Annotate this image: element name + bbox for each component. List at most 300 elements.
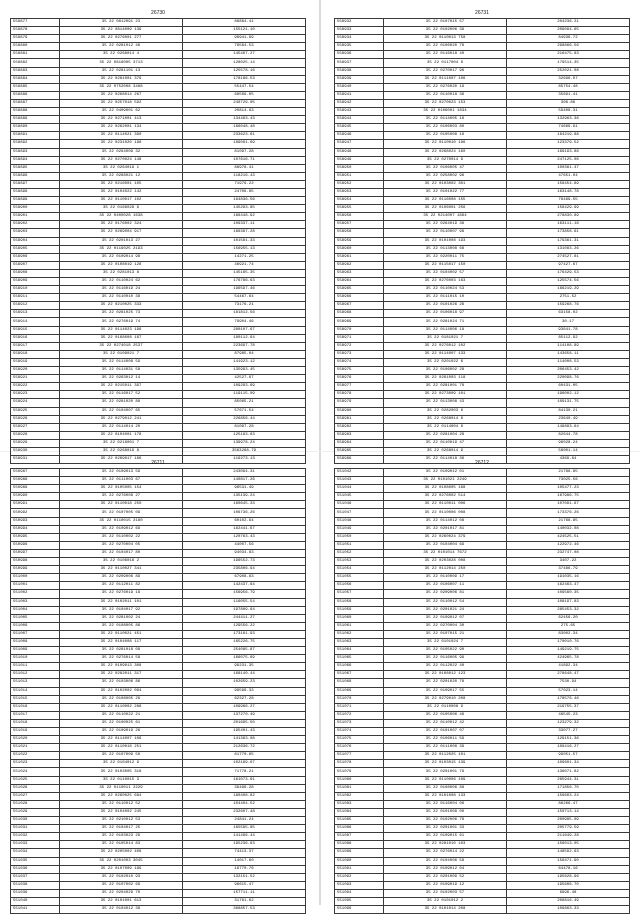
table-row — [335, 630, 630, 638]
parcel-code-cell: 35 22 0281001 379 — [60, 75, 183, 83]
amount-cell: 140817.26 — [183, 477, 306, 485]
parcel-code-cell: 35 22 0114018 36 — [384, 456, 507, 464]
amount-cell: 33077.27 — [507, 728, 630, 736]
page-bottom-left — [10, 458, 306, 914]
record-number-cell: 558975 — [335, 367, 384, 375]
records-table — [334, 18, 630, 464]
parcel-code-cell: 35 22 0101014 208 — [384, 906, 507, 914]
record-number-cell: 558902 — [11, 221, 60, 229]
table-row — [11, 245, 306, 253]
table-row — [11, 768, 306, 776]
table-row — [335, 294, 630, 302]
parcel-code-cell: 35 22 0101026 26 — [384, 302, 507, 310]
parcel-code-cell: 35 22 0281020 88 — [60, 399, 183, 407]
parcel-code-cell: 35 22 0210025 333 — [60, 302, 183, 310]
amount-cell: 179514.35 — [507, 59, 630, 67]
record-number-cell: 558920 — [11, 367, 60, 375]
record-number-cell: 558918 — [11, 350, 60, 358]
parcel-code-cell: 35 22 0102006 78 — [384, 817, 507, 825]
amount-cell: 156013.05 — [507, 841, 630, 849]
table-row — [335, 399, 630, 407]
table-row — [11, 124, 306, 132]
table-row — [335, 728, 630, 736]
amount-cell: 94034.83 — [183, 549, 306, 557]
amount-cell: 223697.78 — [183, 342, 306, 350]
record-number-cell: 550992 — [11, 509, 60, 517]
table-row — [11, 205, 306, 213]
table-row — [11, 857, 306, 865]
table-row — [335, 606, 630, 614]
amount-cell: 196597.46 — [183, 286, 306, 294]
record-number-cell: 551037 — [11, 873, 60, 881]
record-number-cell: 551009 — [11, 647, 60, 655]
record-number-cell: 551000 — [11, 574, 60, 582]
record-number-cell: 558908 — [11, 269, 60, 277]
record-number-cell: 558971 — [335, 334, 384, 342]
record-number-cell: 551019 — [11, 728, 60, 736]
record-number-cell: 551048 — [335, 517, 384, 525]
parcel-code-cell: 35 22 0110015 3 — [60, 776, 183, 784]
record-number-cell: 551088 — [335, 841, 384, 849]
parcel-code-cell: 35 22 0110027 341 — [60, 566, 183, 574]
table-row — [335, 501, 630, 509]
record-number-cell: 558878 — [11, 27, 60, 35]
record-number-cell: 558961 — [335, 253, 384, 261]
parcel-code-cell: 35 22 0281002 24 — [60, 614, 183, 622]
amount-cell: 57671.54 — [183, 407, 306, 415]
parcel-code-cell: 35 22 0281101 13 — [60, 67, 183, 75]
record-number-cell: 551049 — [335, 525, 384, 533]
parcel-code-cell: 35 22 0107005 09 — [60, 509, 183, 517]
amount-cell: 79564.53 — [183, 43, 306, 51]
record-number-cell: 551043 — [335, 477, 384, 485]
amount-cell: 35691.41 — [507, 91, 630, 99]
table-row — [11, 116, 306, 124]
table-row — [11, 719, 306, 727]
table-row — [335, 164, 630, 172]
parcel-code-cell: 35 22 0114007 109 — [60, 736, 183, 744]
record-number-cell: 558884 — [11, 75, 60, 83]
record-number-cell: 551046 — [335, 501, 384, 509]
amount-cell: 109560.35 — [507, 590, 630, 598]
record-number-cell: 551005 — [11, 614, 60, 622]
record-number-cell: 558969 — [335, 318, 384, 326]
table-row — [335, 614, 630, 622]
parcel-code-cell: 35 22 0104002 57 — [384, 269, 507, 277]
parcel-code-cell: 35 22 0262001 134 — [60, 124, 183, 132]
parcel-code-cell: 35 22 0110011 2229 — [60, 784, 183, 792]
record-number-cell: 551003 — [11, 598, 60, 606]
amount-cell: 107091.67 — [507, 501, 630, 509]
record-number-cell: 558984 — [335, 439, 384, 447]
parcel-code-cell: 35 22 0276014 58 — [60, 655, 183, 663]
amount-cell: 100361.47 — [507, 164, 630, 172]
table-row — [11, 375, 306, 383]
record-number-cell: 558973 — [335, 350, 384, 358]
table-row — [335, 431, 630, 439]
record-number-cell: 551092 — [335, 873, 384, 881]
record-number-cell: 558905 — [11, 245, 60, 253]
parcel-code-cell: 35 22 0106007 11 — [384, 582, 507, 590]
table-row — [335, 768, 630, 776]
amount-cell: 7530.94 — [507, 679, 630, 687]
parcel-code-cell: 35 22 0264019 36 — [384, 221, 507, 229]
amount-cell: 24841.24 — [183, 817, 306, 825]
parcel-code-cell: 35 22 0108012 123 — [384, 671, 507, 679]
parcel-code-cell: 35 22 0101008 133 — [384, 792, 507, 800]
table-row — [11, 744, 306, 752]
record-number-cell: 551001 — [11, 582, 60, 590]
record-number-cell: 558940 — [335, 83, 384, 91]
table-row — [11, 367, 306, 375]
record-number-cell: 551083 — [335, 800, 384, 808]
amount-cell: 129151.36 — [507, 736, 630, 744]
amount-cell: 235806.94 — [183, 566, 306, 574]
table-row — [335, 269, 630, 277]
table-row — [335, 27, 630, 35]
table-row — [335, 91, 630, 99]
amount-cell: 135993.45 — [183, 367, 306, 375]
amount-cell: 274527.81 — [507, 253, 630, 261]
parcel-code-cell: 35 22 0209006 81 — [384, 590, 507, 598]
amount-cell: 99596.33 — [183, 687, 306, 695]
table-row — [11, 630, 306, 638]
amount-cell: 73025.56 — [507, 477, 630, 485]
table-row — [11, 752, 306, 760]
parcel-code-cell: 35 22 0269004 917 — [60, 229, 183, 237]
amount-cell: 74413.37 — [183, 849, 306, 857]
parcel-code-cell: 35 22 0107015 57 — [384, 19, 507, 27]
amount-cell: 102199.67 — [183, 760, 306, 768]
parcel-code-cell: 35 22 0209006 89 — [60, 574, 183, 582]
amount-cell: 205779.59 — [507, 825, 630, 833]
parcel-code-cell: 35 22 0114021 390 — [60, 132, 183, 140]
parcel-code-cell: 35 22 0116005 99 — [384, 655, 507, 663]
parcel-code-cell: 35 22 0114005 16 — [384, 116, 507, 124]
table-row — [335, 391, 630, 399]
amount-cell: 122972.46 — [507, 541, 630, 549]
record-number-cell: 558901 — [11, 213, 60, 221]
page-title: 26711 — [151, 460, 165, 466]
table-row — [11, 558, 306, 566]
table-row — [335, 517, 630, 525]
record-number-cell: 558946 — [335, 132, 384, 140]
amount-cell: 132151.52 — [183, 873, 306, 881]
table-row — [335, 906, 630, 914]
parcel-code-cell: 35 22 0276012 102 — [384, 342, 507, 350]
parcel-code-cell: 35 22 0104017 80 — [60, 549, 183, 557]
page-title: 26712 — [475, 460, 489, 466]
amount-cell: 182441.67 — [183, 525, 306, 533]
parcel-code-cell: 35 22 0106016 2 — [60, 558, 183, 566]
amount-cell: 109863.33 — [507, 906, 630, 914]
table-row — [11, 358, 306, 366]
amount-cell: 119115.09 — [183, 391, 306, 399]
record-number-cell: 558960 — [335, 245, 384, 253]
amount-cell: 247125.06 — [507, 156, 630, 164]
parcel-code-cell: 35 22 0281004 28 — [384, 431, 507, 439]
amount-cell: 141363.08 — [183, 736, 306, 744]
record-number-cell: 558888 — [11, 108, 60, 116]
record-number-cell: 558906 — [11, 253, 60, 261]
table-row — [11, 91, 306, 99]
amount-cell: 160645.33 — [183, 501, 306, 509]
parcel-code-cell: 35 22 0281001 78 — [384, 383, 507, 391]
parcel-code-cell: 35 22 0273009 101 — [384, 391, 507, 399]
parcel-code-cell: 35 22 0109012 07 — [384, 614, 507, 622]
table-row — [335, 116, 630, 124]
parcel-code-cell: 35 22 0109012 01 — [384, 469, 507, 477]
table-row — [11, 140, 306, 148]
table-row — [335, 318, 630, 326]
amount-cell: 42527.67 — [183, 375, 306, 383]
record-number-cell: 558950 — [335, 164, 384, 172]
parcel-code-cell: 35 22 0281024 71 — [384, 318, 507, 326]
table-row — [11, 423, 306, 431]
amount-cell: 278830.89 — [507, 213, 630, 221]
amount-cell: 165226.75 — [183, 638, 306, 646]
parcel-code-cell: 35 22 0268019 8 — [60, 447, 183, 455]
table-row — [335, 695, 630, 703]
records-table — [10, 468, 306, 914]
amount-cell: 141923.12 — [183, 358, 306, 366]
parcel-code-cell: 35 22 0101024 7 — [384, 638, 507, 646]
table-row — [335, 172, 630, 180]
parcel-code-cell: 35 22 0109014 98 — [60, 253, 183, 261]
parcel-code-cell: 35 22 0105008 16 — [384, 132, 507, 140]
table-row — [335, 278, 630, 286]
record-number-cell: 551068 — [335, 679, 384, 687]
table-row — [11, 485, 306, 493]
amount-cell: 30.17 — [507, 318, 630, 326]
record-number-cell: 551039 — [11, 889, 60, 897]
record-number-cell: 551012 — [11, 671, 60, 679]
parcel-code-cell: 35 22 0109015 61 — [384, 833, 507, 841]
record-number-cell: 558948 — [335, 148, 384, 156]
table-row — [11, 67, 306, 75]
amount-cell: 252021.08 — [507, 67, 630, 75]
table-row — [11, 188, 306, 196]
parcel-code-cell: 35 22 0110024 62 — [60, 278, 183, 286]
table-row — [11, 897, 306, 905]
parcel-code-cell: 35 22 0104007 65 — [60, 407, 183, 415]
parcel-code-cell: 35 22 0108006 88 — [384, 784, 507, 792]
table-row — [11, 213, 306, 221]
amount-cell: 201695.50 — [183, 719, 306, 727]
record-number-cell: 551022 — [11, 752, 60, 760]
amount-cell: 156956.79 — [183, 590, 306, 598]
record-number-cell: 558895 — [11, 164, 60, 172]
table-row — [11, 99, 306, 107]
amount-cell: 108197.83 — [507, 598, 630, 606]
parcel-code-cell: 35 22 0102002 094 — [60, 687, 183, 695]
parcel-code-cell: 35 22 0108005 86 — [60, 622, 183, 630]
table-row — [335, 541, 630, 549]
table-row — [11, 598, 306, 606]
parcel-code-cell: 35 22 0216001 105 — [60, 180, 183, 188]
table-row — [335, 671, 630, 679]
table-row — [335, 59, 630, 67]
table-row — [11, 889, 306, 897]
table-row — [335, 873, 630, 881]
amount-cell: 306.86 — [507, 99, 630, 107]
table-row — [11, 286, 306, 294]
amount-cell: 189091.69 — [183, 140, 306, 148]
parcel-code-cell: 35 22 0112022 40 — [384, 663, 507, 671]
parcel-code-cell: 35 22 0109012 69 — [60, 525, 183, 533]
record-number-cell: 551002 — [11, 590, 60, 598]
parcel-code-cell: 35 22 0112011 82 — [60, 582, 183, 590]
amount-cell: 211649.28 — [507, 833, 630, 841]
record-number-cell: 551086 — [335, 825, 384, 833]
record-number-cell: 558956 — [335, 213, 384, 221]
amount-cell: 41892.34 — [507, 663, 630, 671]
table-row — [11, 83, 306, 91]
table-row — [11, 156, 306, 164]
amount-cell: 166448.92 — [183, 213, 306, 221]
parcel-code-cell: 35 22 0814009 139 — [60, 27, 183, 35]
record-number-cell: 558887 — [11, 99, 60, 107]
parcel-code-cell: 35 22 0105005 154 — [60, 485, 183, 493]
record-number-cell: 558979 — [335, 399, 384, 407]
parcel-code-cell: 35 22 0103023 29 — [60, 833, 183, 841]
amount-cell: 81097.28 — [183, 148, 306, 156]
record-number-cell: 551027 — [11, 792, 60, 800]
record-number-cell: 558893 — [11, 148, 60, 156]
record-number-cell: 550991 — [11, 501, 60, 509]
amount-cell: 102659.23 — [183, 679, 306, 687]
amount-cell: 54467.64 — [183, 294, 306, 302]
parcel-code-cell: 35 22 0110009 17 — [384, 574, 507, 582]
amount-cell: 134463.43 — [183, 116, 306, 124]
table-row — [11, 221, 306, 229]
amount-cell: 14271.25 — [183, 253, 306, 261]
parcel-code-cell: 35 22 0400028 1638 — [60, 213, 183, 221]
table-row — [335, 663, 630, 671]
record-number-cell: 551032 — [11, 833, 60, 841]
table-row — [335, 469, 630, 477]
amount-cell: 104404.52 — [183, 800, 306, 808]
table-row — [335, 533, 630, 541]
amount-cell: 32696.07 — [507, 75, 630, 83]
amount-cell: 204236.21 — [507, 19, 630, 27]
parcel-code-cell: 35 22 0110012 54 — [384, 598, 507, 606]
table-row — [11, 383, 306, 391]
table-row — [11, 622, 306, 630]
parcel-code-cell: 35 22 0270004 05 — [60, 541, 183, 549]
parcel-code-cell: 35 22 0271001 413 — [60, 116, 183, 124]
parcel-code-cell: 35 22 0260024 379 — [384, 533, 507, 541]
amount-cell: 168140.44 — [183, 671, 306, 679]
amount-cell: 181812.56 — [183, 310, 306, 318]
table-row — [335, 493, 630, 501]
table-row — [11, 906, 306, 914]
amount-cell: 125574.56 — [507, 278, 630, 286]
amount-cell: 64478.16 — [507, 865, 630, 873]
record-number-cell: 551052 — [335, 549, 384, 557]
amount-cell: 96028.24 — [507, 439, 630, 447]
parcel-code-cell: 35 22 0110006 109 — [384, 776, 507, 784]
record-number-cell: 551063 — [335, 638, 384, 646]
amount-cell: 125193.63 — [183, 431, 306, 439]
parcel-code-cell: 35 22 0109019 26 — [60, 728, 183, 736]
table-row — [11, 784, 306, 792]
amount-cell: 254085.87 — [183, 647, 306, 655]
record-number-cell: 558890 — [11, 124, 60, 132]
amount-cell: 85112.92 — [507, 334, 630, 342]
amount-cell: 116055.54 — [183, 598, 306, 606]
parcel-code-cell: 35 22 0108005 168 — [384, 485, 507, 493]
table-row — [11, 269, 306, 277]
parcel-code-cell: 35 22 0110021 451 — [60, 630, 183, 638]
amount-cell: 37486.79 — [507, 566, 630, 574]
amount-cell: 232607.48 — [183, 808, 306, 816]
amount-cell: 68509.05 — [183, 91, 306, 99]
amount-cell: 139978.24 — [183, 439, 306, 447]
table-row — [11, 841, 306, 849]
record-number-cell: 551042 — [335, 469, 384, 477]
record-number-cell: 558899 — [11, 197, 60, 205]
record-number-cell: 558949 — [335, 156, 384, 164]
table-row — [335, 439, 630, 447]
parcel-code-cell: 35 22 0752008 3488 — [60, 83, 183, 91]
amount-cell: 178576.46 — [507, 695, 630, 703]
parcel-code-cell: 35 22 0269017 166 — [60, 456, 183, 464]
table-row — [11, 278, 306, 286]
parcel-code-cell: 35 22 0215011 397 — [60, 383, 183, 391]
parcel-code-cell: 35 22 0294009 32 — [60, 148, 183, 156]
record-number-cell: 558968 — [335, 310, 384, 318]
record-number-cell: 551033 — [11, 841, 60, 849]
table-row — [335, 132, 630, 140]
parcel-code-cell: 35 22 0279010 208 — [384, 695, 507, 703]
parcel-code-cell: 35 22 0201021 24 — [384, 606, 507, 614]
record-number-cell: 551090 — [335, 857, 384, 865]
parcel-code-cell: 35 22 0103005 318 — [60, 768, 183, 776]
parcel-code-cell: 35 22 0110006 008 — [384, 509, 507, 517]
record-number-cell: 558910 — [11, 286, 60, 294]
parcel-code-cell: 35 22 0110015 2180 — [60, 517, 183, 525]
amount-cell: 243094.31 — [183, 469, 306, 477]
parcel-code-cell: 35 22 0268014 4 — [60, 51, 183, 59]
table-row — [11, 566, 306, 574]
page-top-right — [334, 8, 630, 464]
table-row — [11, 808, 306, 816]
parcel-code-cell: 35 22 0112025 101 — [384, 752, 507, 760]
parcel-code-cell: 35 22 0281012 46 — [60, 43, 183, 51]
parcel-code-cell: 35 22 0114023 196 — [60, 326, 183, 334]
record-number-cell: 558900 — [11, 205, 60, 213]
parcel-code-cell: 35 22 0276003 163 — [384, 278, 507, 286]
table-row — [11, 663, 306, 671]
table-row — [11, 19, 306, 27]
parcel-code-cell: 35 22 0110018 36 — [384, 91, 507, 99]
record-number-cell: 551072 — [335, 711, 384, 719]
amount-cell: 206453.42 — [507, 367, 630, 375]
amount-cell: 60102.94 — [183, 517, 306, 525]
record-number-cell: 551029 — [11, 808, 60, 816]
amount-cell: 142437.64 — [183, 582, 306, 590]
table-row — [335, 350, 630, 358]
table-row — [11, 294, 306, 302]
table-row — [335, 525, 630, 533]
amount-cell: 143658.11 — [507, 350, 630, 358]
record-number-cell: 558977 — [335, 383, 384, 391]
parcel-code-cell: 35 22 0104012 9 — [60, 760, 183, 768]
table-row — [11, 172, 306, 180]
record-number-cell: 551094 — [335, 889, 384, 897]
record-number-cell: 558926 — [11, 415, 60, 423]
